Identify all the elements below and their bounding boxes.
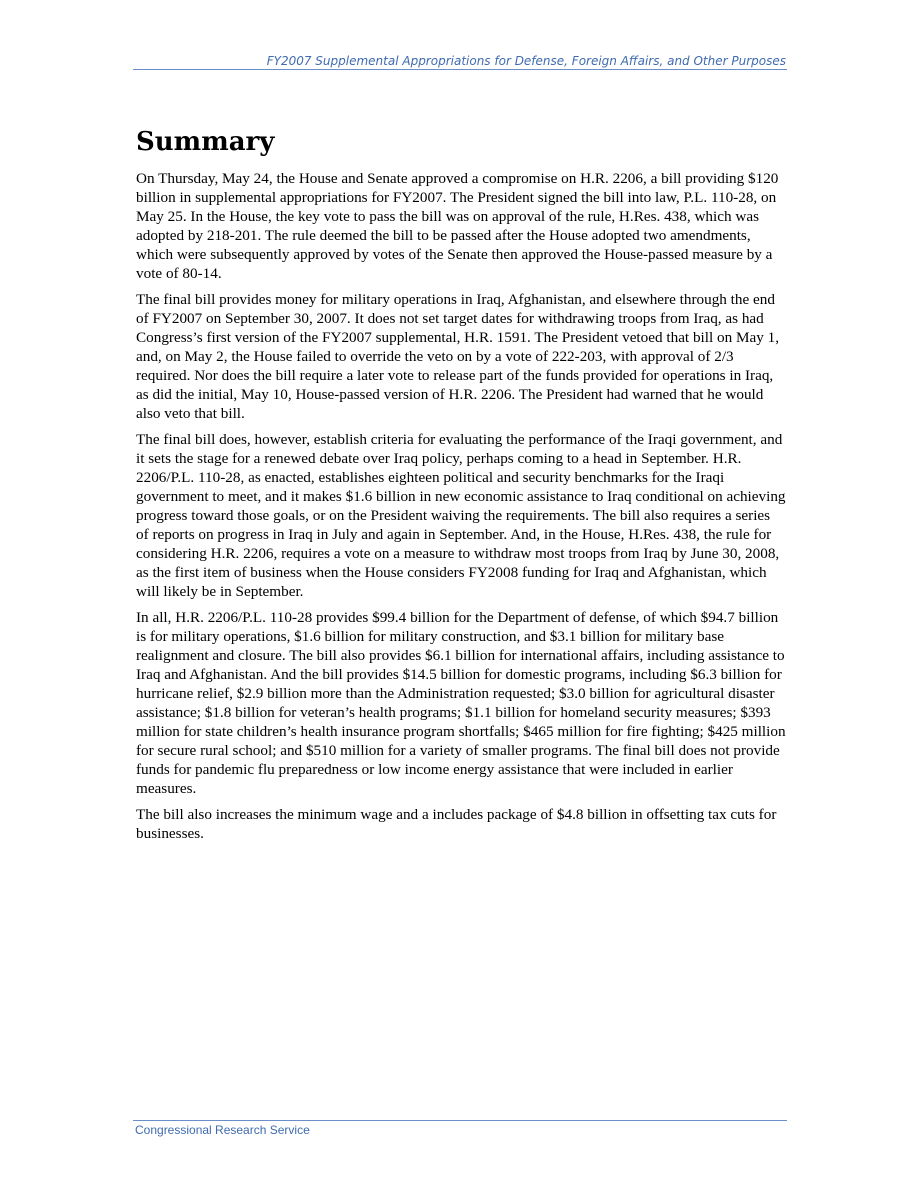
- footer-divider: [133, 1120, 787, 1121]
- running-header-title: FY2007 Supplemental Appropriations for Defense, Foreign Affairs, and Other Purposes: [266, 54, 786, 68]
- paragraph-1: On Thursday, May 24, the House and Senate approved a compromise on H.R. 2206, a bill providing $120 billion in supplemental appropriations for FY2007. The President signed the bill into law, P.L. 110-28, on May 25. In the House, the key vote to pass the bill was on approval of the rule, H.Res. 438, which was adopted by 218-201. The rule deemed the bill to be passed after the House adopted two amendments, which were subsequently approved by votes of the Senate then approved the House-passed measure by a vote of 80-14.: [136, 170, 779, 282]
- section-heading: Summary: [136, 127, 275, 157]
- paragraph-5: The bill also increases the minimum wage and a includes package of $4.8 billion in offsetting tax cuts for businesses.: [136, 806, 777, 842]
- main-content: [136, 124, 786, 850]
- header-divider: [133, 69, 787, 70]
- paragraph-4: In all, H.R. 2206/P.L. 110-28 provides $99.4 billion for the Department of defense, of which $94.7 billion is for military operations, $1.6 billion for military construction, and $3.1 billion for military base realignment and closure. The bill also provides $6.1 billion for international affairs, including assistance to Iraq and Afghanistan. And the bill provides $14.5 billion for domestic programs, including $6.3 billion for hurricane relief, $2.9 billion more than the Administration requested; $3.0 billion for agricultural disaster assistance; $1.8 billion for veteran’s health programs; $1.1 billion for homeland security measures; $393 million for state children’s health insurance program shortfalls; $465 million for fire fighting; $425 million for secure rural school; and $510 million for a variety of smaller programs. The final bill does not provide funds for pandemic flu preparedness or low income energy assistance that were included in earlier measures.: [136, 609, 786, 797]
- paragraph-3: The final bill does, however, establish criteria for evaluating the performance of the Iraqi government, and it sets the stage for a renewed debate over Iraq policy, perhaps coming to a head in September. H.R. 2206/P.L. 110-28, as enacted, establishes eighteen political and security benchmarks for the Iraqi government to meet, and it makes $1.6 billion in new economic assistance to Iraq conditional on achieving progress toward those goals, or on the President waiving the requirements. The bill also requires a series of reports on progress in Iraq in July and again in September. And, in the House, H.Res. 438, the rule for considering H.R. 2206, requires a vote on a measure to withdraw most troops from Iraq by June 30, 2008, as the first item of business when the House considers FY2008 funding for Iraq and Afghanistan, which will likely be in September.: [136, 431, 786, 600]
- footer-publisher: Congressional Research Service: [135, 1123, 310, 1137]
- paragraph-2: The final bill provides money for military operations in Iraq, Afghanistan, and elsewhere through the end of FY2007 on September 30, 2007. It does not set target dates for withdrawing troops from Iraq, as had Congress’s first version of the FY2007 supplemental, H.R. 1591. The President vetoed that bill on May 1, and, on May 2, the House failed to override the veto on by a vote of 222-203, with approval of 2/3 required. Nor does the bill require a later vote to release part of the funds provided for operations in Iraq, as did the initial, May 10, House-passed version of H.R. 2206. The President had warned that he would also veto that bill.: [136, 291, 780, 422]
